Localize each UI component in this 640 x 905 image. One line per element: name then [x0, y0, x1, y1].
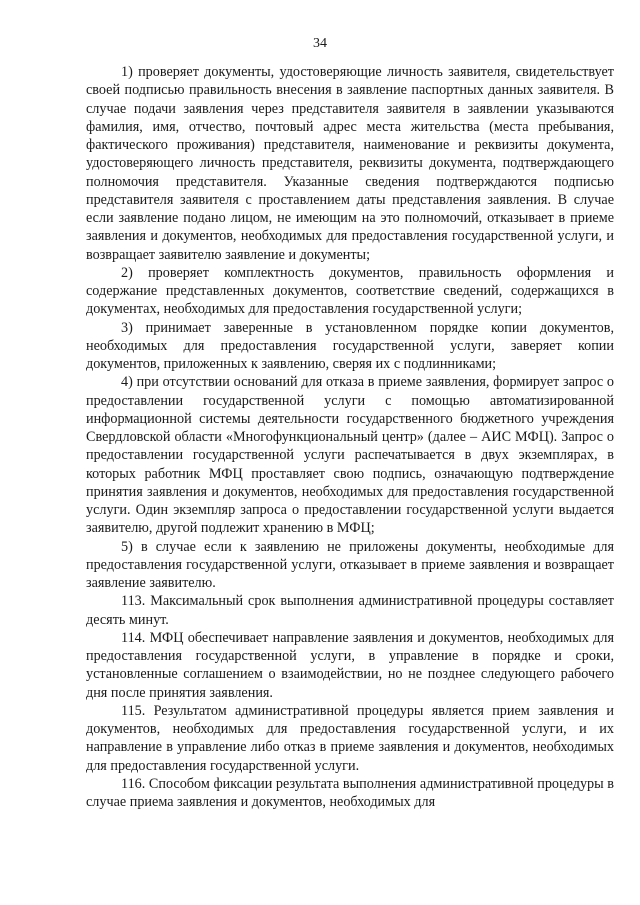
paragraph-item-1: 1) проверяет документы, удостоверяющие личность заявителя, свидетельствует своей подписью правильность внесения в заявление паспортных данных заявителя. В случае подачи заявления через представителя заявителя в заявлении указываются фамилия, имя, отчество, почтовый адрес места жительства (места пребывания, фактического проживания) представителя, наименование и реквизиты документа, удостоверяющего личность представителя, реквизиты документа, подтверждающего полномочия представителя. Указанные сведения подтверждаются подписью представителя заявителя с проставлением даты представления заявления. В случае если заявление подано лицом, не имеющим на это полномочий, отказывает в приеме заявления и документов, необходимых для предоставления государственной услуги, и возвращает заявителю заявление и документы;: [86, 64, 614, 263]
paragraph-114: 114. МФЦ обеспечивает направление заявления и документов, необходимых для предоставления государственной услуги, в управление в порядке и сроки, установленные соглашением о взаимодействии, но не позднее следующего рабочего дня после принятия заявления.: [86, 629, 614, 701]
paragraph-item-4: 4) при отсутствии оснований для отказа в приеме заявления, формирует запрос о предоставлении государственной услуги с помощью автоматизированной информационной системы деятельности государственного бюджетного учреждения Свердловской области «Многофункциональный центр» (далее – АИС МФЦ). Запрос о предоставлении государственной услуги распечатывается в двух экземплярах, в которых работник МФЦ проставляет свою подпись, означающую подтверждение принятия заявления и документов, необходимых для предоставления государственной услуги. Один экземпляр запроса о предоставлении государственной услуги выдается заявителю, другой подлежит хранению в МФЦ;: [86, 374, 614, 537]
paragraph-113: 113. Максимальный срок выполнения административной процедуры составляет десять минут.: [86, 593, 614, 628]
document-body: [86, 63, 614, 811]
paragraph-116: 116. Способом фиксации результата выполнения административной процедуры в случае приема заявления и документов, необходимых для: [86, 775, 614, 810]
paragraph-item-3: 3) принимает заверенные в установленном порядке копии документов, необходимых для предоставления государственной услуги, заверяет копии документов, приложенных к заявлению, сверяя их с подлинниками;: [86, 319, 614, 372]
paragraph-item-5: 5) в случае если к заявлению не приложены документы, необходимые для предоставления государственной услуги, отказывает в приеме заявления и возвращает заявление заявителю.: [86, 538, 614, 591]
paragraph-115: 115. Результатом административной процедуры является прием заявления и документов, необходимых для предоставления государственной услуги, и их направление в управление либо отказ в приеме заявления и документов, необходимых для предоставления государственной услуги.: [86, 702, 614, 774]
paragraph-item-2: 2) проверяет комплектность документов, правильность оформления и содержание представленных документов, соответствие сведений, содержащихся в документах, необходимых для предоставления государственной услуги;: [86, 264, 614, 318]
page-number: 34: [313, 36, 327, 51]
